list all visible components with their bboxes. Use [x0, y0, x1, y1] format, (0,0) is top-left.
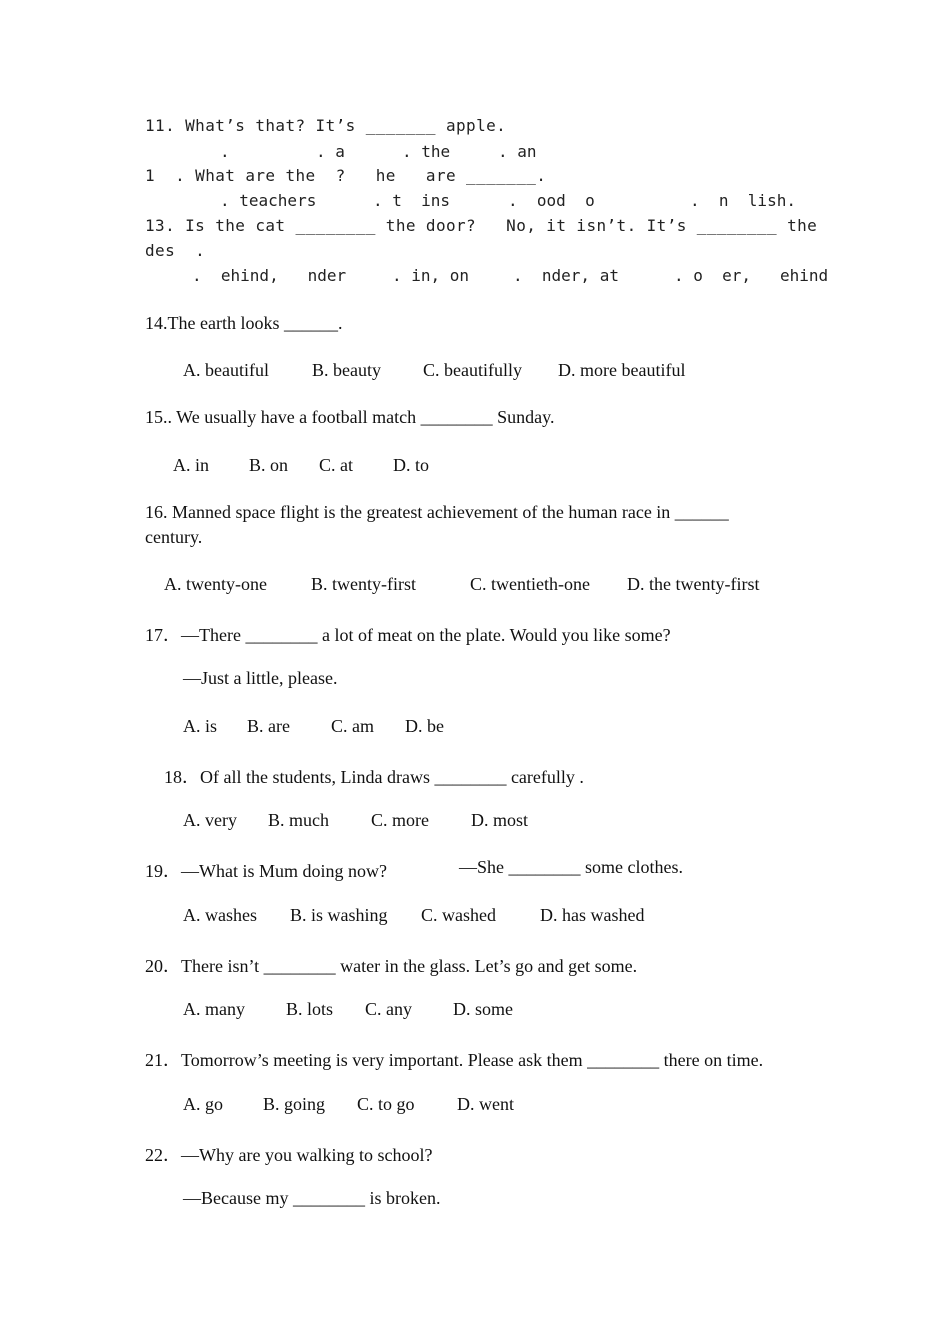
q15-text: 15.. We usually have a football match ________ Sunday. — [145, 407, 555, 427]
q22-reply: —Because my ________ is broken. — [183, 1188, 441, 1208]
q11-text: 11. What’s that? It’s _______ apple. — [145, 116, 507, 135]
q12-text: 1 . What are the ? he are _______. — [145, 166, 547, 185]
q20-option-b: B. lots — [286, 999, 334, 1019]
q19-text: 19．—What is Mum doing now? — [145, 861, 387, 881]
q14-text: 14.The earth looks ______. — [145, 313, 343, 333]
q17-option-c: C. am — [331, 716, 374, 736]
q21-option-b: B. going — [263, 1094, 326, 1114]
q20-text: 20．There isn’t ________ water in the glass. Let’s go and get some. — [145, 956, 638, 976]
q19-option-d: D. has washed — [540, 905, 645, 925]
q13-option-b: . in, on — [392, 266, 470, 285]
q12-option-d: . n lish. — [690, 191, 796, 210]
q13-option-d: . o er, ehind — [674, 266, 829, 285]
q16-option-d: D. the twenty-first — [627, 574, 760, 594]
q20-option-a: A. many — [183, 999, 245, 1019]
q21-text: 21．Tomorrow’s meeting is very important. Please ask them ________ there on time. — [145, 1050, 764, 1070]
q15-option-c: C. at — [319, 455, 353, 475]
q22-text: 22．—Why are you walking to school? — [145, 1145, 433, 1165]
q19-option-c: C. washed — [421, 905, 496, 925]
q14-option-b: B. beauty — [312, 360, 381, 380]
q18-option-a: A. very — [183, 810, 237, 830]
q12-option-c: . ood o — [508, 191, 595, 210]
q17-reply: —Just a little, please. — [183, 668, 338, 688]
q16-option-c: C. twentieth-one — [470, 574, 590, 594]
q18-option-d: D. most — [471, 810, 529, 830]
q11-option-d: . an — [498, 142, 537, 161]
q14-option-d: D. more beautiful — [558, 360, 686, 380]
q15-option-b: B. on — [249, 455, 289, 475]
q11-option-c: . the — [402, 142, 451, 161]
q19-option-a: A. washes — [183, 905, 257, 925]
q17-option-d: D. be — [405, 716, 444, 736]
q13-option-c: . nder, at — [513, 266, 619, 285]
q14-option-c: C. beautifully — [423, 360, 522, 380]
q11-option-b: . a — [316, 142, 345, 161]
q16-option-b: B. twenty-first — [311, 574, 416, 594]
q13-text: 13. Is the cat ________ the door? No, it isn’t. It’s ________ the — [145, 216, 818, 235]
q17-text: 17．—There ________ a lot of meat on the plate. Would you like some? — [145, 625, 671, 645]
q18-option-c: C. more — [371, 810, 429, 830]
q18-text: 18．Of all the students, Linda draws ________ carefully . — [164, 767, 584, 787]
q16-text-cont: century. — [145, 527, 203, 547]
q19-text-reply: —She ________ some clothes. — [459, 857, 683, 877]
q15-option-d: D. to — [393, 455, 429, 475]
q16-option-a: A. twenty-one — [164, 574, 267, 594]
q11-option-a: . — [220, 142, 230, 161]
q19-option-b: B. is washing — [290, 905, 388, 925]
q18-option-b: B. much — [268, 810, 329, 830]
q21-option-c: C. to go — [357, 1094, 415, 1114]
q13-text-cont: des . — [145, 241, 206, 260]
q13-option-a: . ehind, nder — [192, 266, 347, 285]
q17-option-a: A. is — [183, 716, 218, 736]
q16-text: 16. Manned space flight is the greatest achievement of the human race in ______ — [145, 502, 729, 522]
q21-option-a: A. go — [183, 1094, 223, 1114]
q12-option-b: . t ins — [373, 191, 451, 210]
q12-option-a: . teachers — [220, 191, 317, 210]
q21-option-d: D. went — [457, 1094, 514, 1114]
q14-option-a: A. beautiful — [183, 360, 269, 380]
q20-option-d: D. some — [453, 999, 513, 1019]
q20-option-c: C. any — [365, 999, 412, 1019]
q17-option-b: B. are — [247, 716, 290, 736]
q15-option-a: A. in — [173, 455, 209, 475]
